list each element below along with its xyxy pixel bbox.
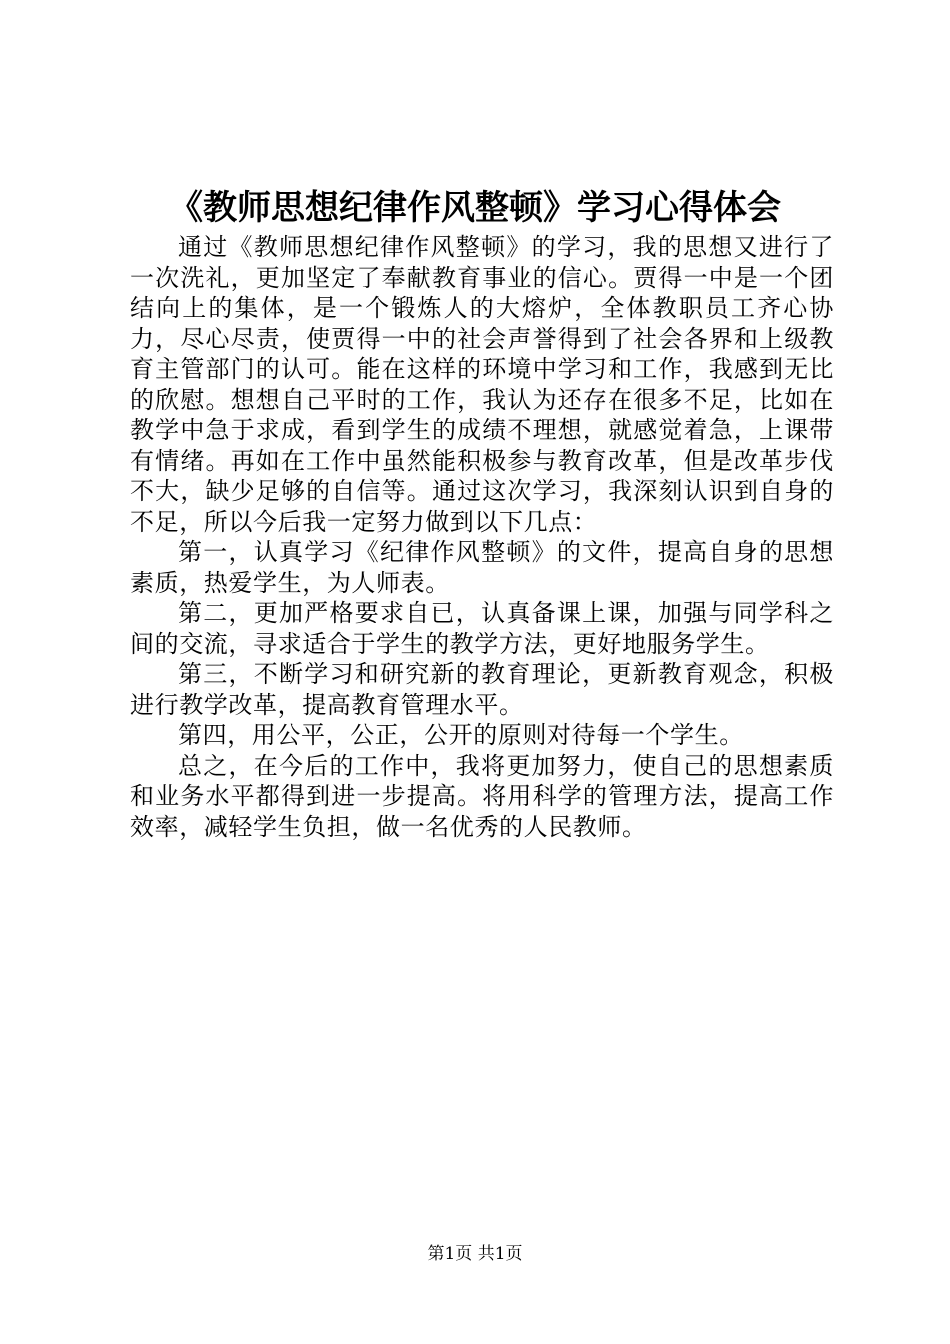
paragraph-conclusion: 总之，在今后的工作中，我将更加努力，使自己的思想素质和业务水平都得到进一步提高。将用科学的管理方法，提高工作效率，减轻学生负担，做一名优秀的人民教师。 bbox=[130, 751, 834, 841]
paragraph-point-2: 第二，更加严格要求自已，认真备课上课，加强与同学科之间的交流，寻求适合于学生的教学方法，更好地服务学生。 bbox=[130, 599, 834, 658]
document-title: 《教师思想纪律作风整顿》学习心得体会 bbox=[169, 188, 781, 228]
paragraph-point-1: 第一，认真学习《纪律作风整顿》的文件，提高自身的思想素质，热爱学生，为人师表。 bbox=[130, 538, 834, 597]
document-body bbox=[130, 232, 834, 842]
paragraph-intro: 通过《教师思想纪律作风整顿》的学习，我的思想又进行了一次洗礼，更加坚定了奉献教育事业的信心。贾得一中是一个团结向上的集体，是一个锻炼人的大熔炉，全体教职员工齐心协力，尽心尽责，使贾得一中的社会声誉得到了社会各界和上级教育主管部门的认可。能在这样的环境中学习和工作，我感到无比的欣慰。想想自己平时的工作，我认为还存在很多不足，比如在教学中急于求成，看到学生的成绩不理想，就感觉着急，上课带有情绪。再如在工作中虽然能积极参与教育改革，但是改革步伐不大，缺少足够的自信等。通过这次学习，我深刻认识到自身的不足，所以今后我一定努力做到以下几点： bbox=[130, 233, 834, 536]
paragraph-point-4: 第四，用公平，公正，公开的原则对待每一个学生。 bbox=[178, 721, 744, 749]
page-footer: 第1页 共1页 bbox=[427, 1244, 523, 1264]
paragraph-point-3: 第三，不断学习和研究新的教育理论，更新教育观念，积极进行教学改革，提高教育管理水平。 bbox=[130, 660, 834, 719]
